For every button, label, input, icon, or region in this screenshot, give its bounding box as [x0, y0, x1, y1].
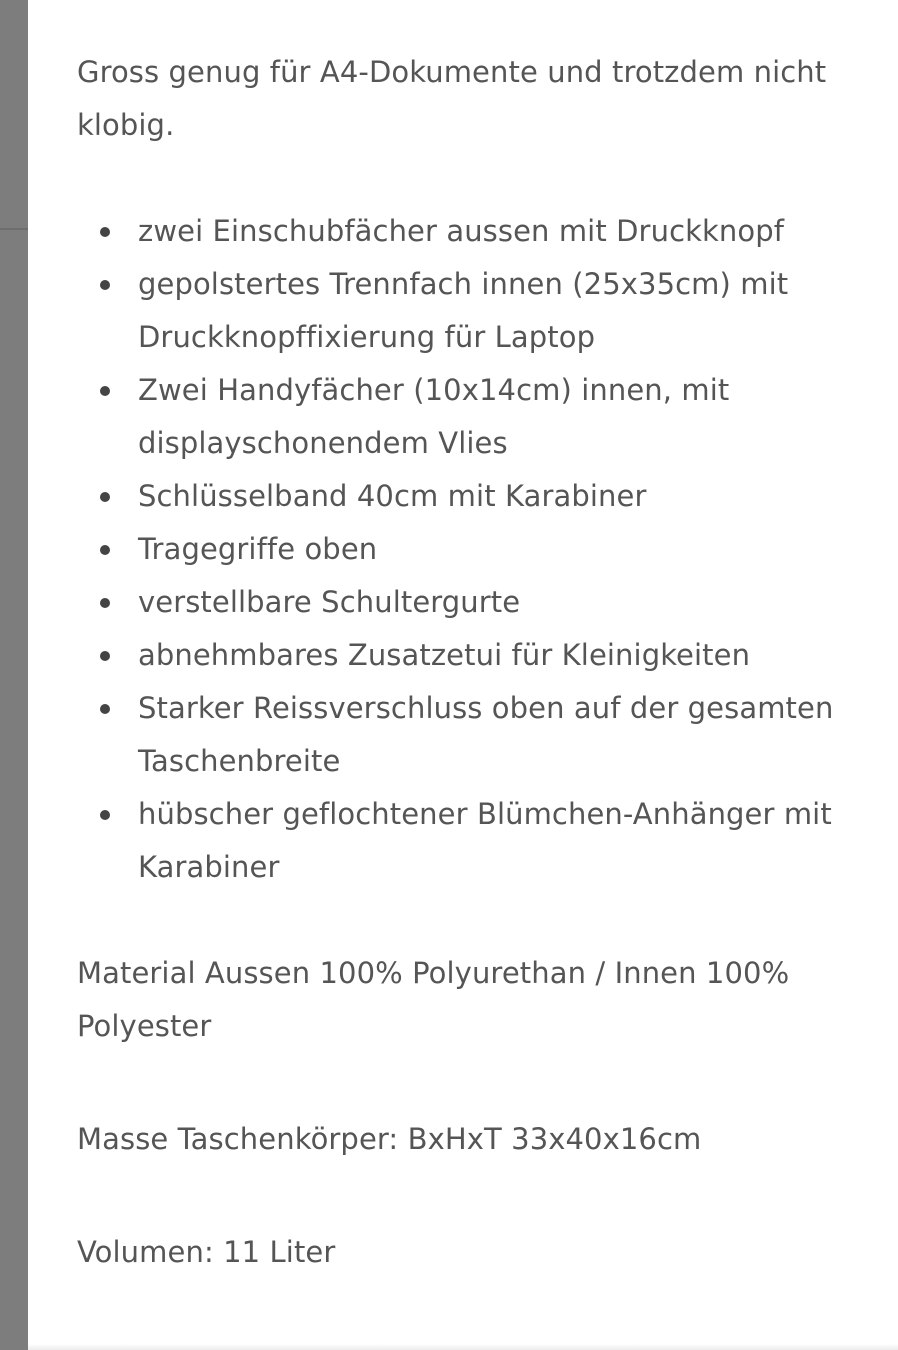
feature-list-item: abnehmbares Zusatzetui für Kleinigkeiten: [138, 629, 877, 682]
feature-list: [77, 205, 877, 894]
feature-list-item: verstellbare Schultergurte: [138, 576, 877, 629]
left-side-bar: [0, 0, 28, 1350]
dimensions-text: Masse Taschenkörper: BxHxT 33x40x16cm: [77, 1122, 702, 1156]
feature-list-item: Starker Reissverschluss oben auf der gesamten Taschenbreite: [138, 682, 877, 788]
feature-list-item: Tragegriffe oben: [138, 523, 877, 576]
feature-list-item: gepolstertes Trennfach innen (25x35cm) mit Druckknopffixierung für Laptop: [138, 258, 877, 364]
product-description: [77, 46, 877, 1279]
feature-list-item: zwei Einschubfächer aussen mit Druckknopf: [138, 205, 877, 258]
spacer: [77, 1053, 877, 1113]
left-side-bar-divider: [0, 228, 28, 230]
feature-list-item: Zwei Handyfächer (10x14cm) innen, mit displayschonendem Vlies: [138, 364, 877, 470]
feature-list-item: hübscher geflochtener Blümchen-Anhänger mit Karabiner: [138, 788, 877, 894]
intro-text: Gross genug für A4-Dokumente und trotzdem nicht klobig.: [77, 55, 827, 142]
spacer: [77, 1166, 877, 1226]
bottom-shadow: [28, 1344, 898, 1350]
feature-list-item: Schlüsselband 40cm mit Karabiner: [138, 470, 877, 523]
material-text: Material Aussen 100% Polyurethan / Innen 100% Polyester: [77, 956, 790, 1043]
volume-text: Volumen: 11 Liter: [77, 1235, 336, 1269]
